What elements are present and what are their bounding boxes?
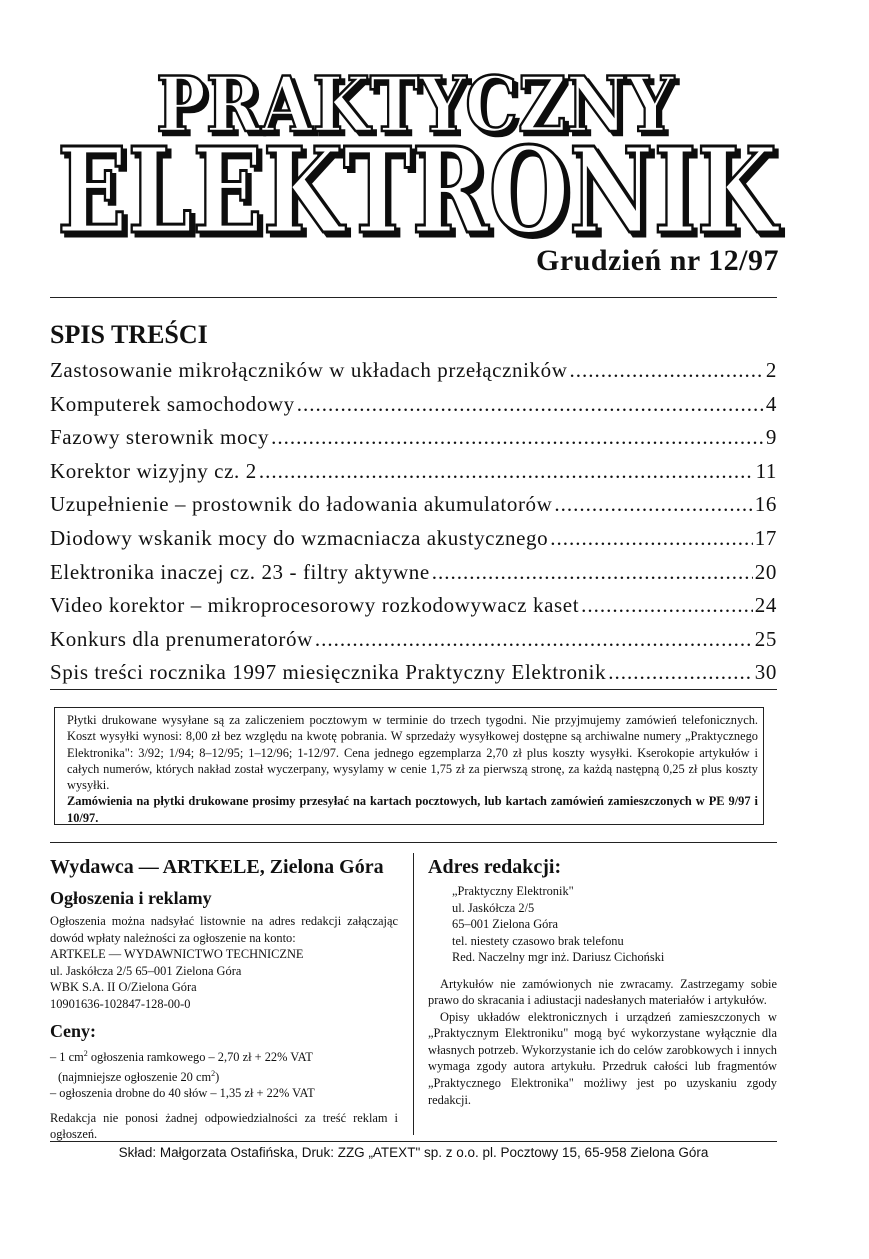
address-line: „Praktyczny Elektronik" [452,884,574,898]
ordering-notice-box [54,707,764,825]
ordering-notice-bold: Zamówienia na płytki drukowane prosimy przesyłać na kartach pocztowych, lub kartach zamówień zamieszczonych w PE 9/97 i 10/97. [67,794,758,825]
divider [50,842,777,843]
column-divider [413,853,414,1135]
toc-item: Komputerek samochodowy ..... 4 [50,392,777,426]
issue-number: Grudzień nr 12/97 [536,244,779,277]
address-line: tel. niestety czasowo brak telefonu [452,933,624,948]
toc-item: Fazowy sterownik mocy ..... 9 [50,425,777,459]
address-line: Red. Naczelny mgr inż. Dariusz Cichoński [452,950,665,964]
masthead-line2: ELEKTRONIK [57,121,781,260]
divider [50,297,777,298]
editorial-column [428,855,777,1108]
toc-item: Elektronika inaczej cz. 23 - filtry aktywne ..... 20 [50,560,777,594]
ordering-notice-text: Płytki drukowane wysyłane są za zaliczeniem pocztowym w terminie do trzech tygodni. Nie przyjmujemy zamówień telefonicznych. Koszt wysyłki wynosi: 8,00 zł bez względu na kwotę pobrania. W sprzedaży wysyłkowej dostępne są archiwalne numery „Praktycznego Elektronika": 3/92; 1/94; 8–12/95; 1–12/96; 1-12/97. Cena jednego egzemplarza 2,70 zł plus koszty wysyłki. Kserokopie artykułów i całych numerów, których nakład został wyczerpany, wysylamy w cenie 1,75 zł za pierwszą stronę, za każdą następną 0,25 zł plus koszty wysyłki. [67,713,758,793]
ads-text: Ogłoszenia można nadsyłać listownie na adres redakcji załączając dowód wpłaty należności za ogłoszenie na konto: [50,914,398,945]
toc-item: Spis treści rocznika 1997 miesięcznika Praktyczny Elektronik ..... 30 [50,660,777,694]
copyright-notice: Opisy układów elektronicznych i urządzeń zamieszczonych w „Praktycznym Elektroniku" mogą być wykorzystane wyłącznie dla własnych potrzeb. Wykorzystanie ich do celów zarobkowych i innych wymaga zgody autora artykułu. Przedruk całości lub fragmentów „Praktycznego Elektronika" możliwy jest po uzyskaniu zgody redakcji. [428,1009,777,1107]
editorial-address [428,883,777,966]
toc-item: Zastosowanie mikrołączników w układach przełączników ..... 2 [50,358,777,392]
editorial-notice: Artykułów nie zamówionych nie zwracamy. Zastrzegamy sobie prawo do skracania i adiustacji nadesłanych materiałów i artykułów. [428,976,777,1008]
price-line: – ogłoszenia drobne do 40 słów – 1,35 zł + 22% VAT [50,1086,315,1101]
editorial-address-heading: Adres redakcji: [428,856,562,878]
account-line: 10901636-102847-128-00-0 [50,996,191,1011]
toc-item: Uzupełnienie – prostownik do ładowania akumulatorów ..... 16 [50,492,777,526]
publisher-column [50,855,398,1143]
disclaimer: Redakcja nie ponosi żadnej odpowiedzialności za treść reklam i ogłoszeń. [50,1110,398,1142]
prices-heading: Ceny: [50,1021,96,1041]
toc-title: SPIS TREŚCI [50,320,208,349]
account-line: ul. Jaskółcza 2/5 65–001 Zielona Góra [50,963,242,978]
account-line: ARTKELE — WYDAWNICTWO TECHNICZNE [50,947,304,961]
account-line: WBK S.A. II O/Zielona Góra [50,980,197,994]
toc-item: Konkurs dla prenumeratorów ..... 25 [50,627,777,661]
address-line: ul. Jaskółcza 2/5 [452,900,535,915]
masthead-line1: PRAKTYCZNY [156,60,675,149]
toc-item: Video korektor – mikroprocesorowy rozkodowywacz kaset ..... 24 [50,593,777,627]
price-line: – 1 $cm^2$ ogłoszenia ramkowego – 2,70 zł + 22% VAT [50,1049,313,1065]
publisher-heading: Wydawca — ARTKELE, Zielona Góra [50,856,384,878]
ads-heading: Ogłoszenia i reklamy [50,888,212,908]
divider [50,1141,777,1142]
toc-item: Diodowy wskanik mocy do wzmacniacza akustycznego ..... 17 [50,526,777,560]
table-of-contents [50,358,777,694]
divider [50,689,777,690]
address-line: 65–001 Zielona Góra [452,917,558,931]
price-line: (najmniejsze ogłoszenie 20 $cm^2$) [58,1068,220,1084]
toc-item: Korektor wizyjny cz. 2 ..... 11 [50,459,777,493]
imprint-footer: Skład: Małgorzata Ostafińska, Druk: ZZG „ATEXT" sp. z o.o. pl. Pocztowy 15, 65-958 Zielona Góra [118,1145,709,1160]
